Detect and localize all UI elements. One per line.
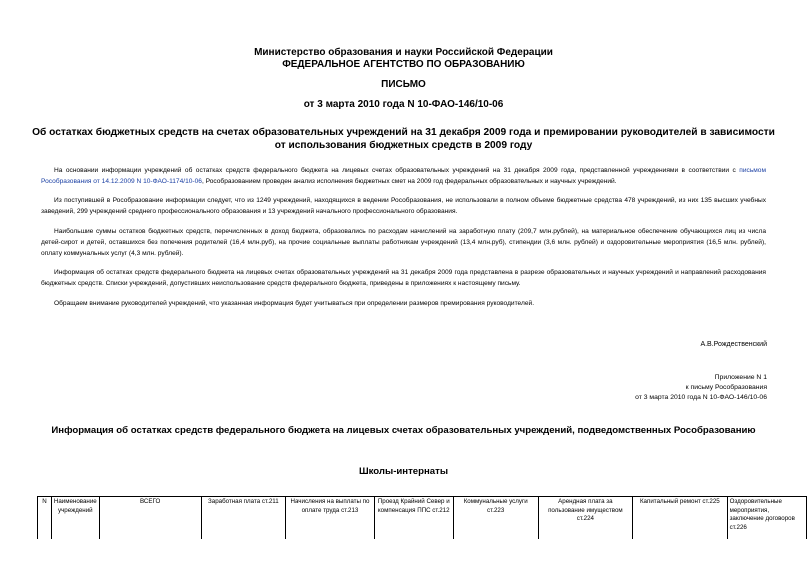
header-cell-number: N (38, 497, 52, 540)
paragraph-1-text-start: На основании информации учреждений об остатках средств федерального бюджета на лицевых счетах образовательных учреждений на 31 декабря 2009 года, представленной учреждениями в соответствии с (54, 167, 740, 174)
header-cell-health: Оздоровительные мероприятия, заключение договоров ст.226 (727, 497, 806, 540)
info-title: Информация об остатках средств федерального бюджета на лицевых счетах образовательных учреждений, подведомственных Рособразованию (51, 425, 756, 436)
table-header-row (38, 497, 807, 540)
appendix-date: от 3 марта 2010 года N 10-ФАО-146/10-06 (635, 394, 767, 401)
paragraph-2: Из поступившей в Рособразование информации следует, что из 1249 учреждений, находящихся в ведении Рособразования, не использовали в полном объеме бюджетные средства 478 учреждений, из них 135 высших учебных заведений, 299 учреждений среднего профессионального образования и 13 учреждений начального профессионального образования. (41, 197, 766, 215)
paragraph-4: Информация об остатках средств федерального бюджета на лицевых счетах образовательных учреждений на 31 декабря 2009 года представлена в разрезе образовательных и научных учреждений и направлений расходования бюджетных средств. Списки учреждений, допустивших неиспользование средств федерального бюджета, приведены в приложениях к настоящему письму. (41, 269, 766, 287)
document-date-number: от 3 марта 2010 года N 10-ФАО-146/10-06 (303, 99, 504, 110)
header-cell-repair: Капитальный ремонт ст.225 (633, 497, 728, 540)
header-cell-travel: Проезд Крайний Север и компенсация ППС ст.212 (374, 497, 453, 540)
agency-name: ФЕДЕРАЛЬНОЕ АГЕНТСТВО ПО ОБРАЗОВАНИЮ (282, 59, 525, 70)
appendix-block (547, 373, 767, 403)
paragraph-5: Обращаем внимание руководителей учреждений, что указанная информация будет учитываться при определении размеров премирования руководителей. (54, 300, 535, 307)
section-title: Школы-интернаты (358, 466, 449, 477)
ministry-name: Министерство образования и науки Российской Федерации (254, 47, 553, 58)
paragraph-1 (41, 165, 766, 187)
appendix-number: Приложение N 1 (714, 374, 767, 381)
document-type: ПИСЬМО (381, 79, 426, 90)
header-cell-payroll-charges: Начисления на выплаты по оплате труда ст.213 (286, 497, 375, 540)
header-cell-salary: Заработная плата ст.211 (201, 497, 286, 540)
header-cell-total: ВСЕГО (99, 497, 201, 540)
appendix-reference: к письму Рособразования (685, 384, 767, 391)
signature: А.В.Рождественский (700, 341, 767, 348)
paragraph-3: Наибольшие суммы остатков бюджетных средств, перечисленных в доход бюджета, образовались по расходам начислений на заработную плату (209,7 млн.рублей), на материальное обеспечение обучающихся лиц из числа детей-сирот и детей, оставшихся без попечения родителей (16,4 млн.руб), на прочие социальные выплаты работникам учреждений (13,4 млн.руб), стипендии (3,6 млн. рублей) и оздоровительные мероприятия (16,5 млн. рублей), оплату коммунальных услуг (4,3 млн. рублей). (41, 228, 766, 257)
balances-table (37, 496, 807, 539)
letter-reference-link[interactable]: письмом Рособразования от 14.12.2009 N 10-ФАО-1174/10-06 (41, 167, 766, 185)
header-cell-institutions: Наименование учреждений (51, 497, 99, 540)
header-cell-rent: Арендная плата за пользование имуществом ст.224 (538, 497, 632, 540)
paragraph-1-text-end: , Рособразованием проведен анализ исполнения бюджетных смет на 2009 год федеральных образовательных и научных учреждений. (201, 178, 617, 185)
document-subject: Об остатках бюджетных средств на счетах образовательных учреждений на 31 декабря 2009 года и премировании руководителей в зависимости от использования бюджетных средств в 2009 году (32, 127, 775, 151)
header-cell-utilities: Коммунальные услуги ст.223 (453, 497, 538, 540)
table-viewport (0, 496, 807, 571)
